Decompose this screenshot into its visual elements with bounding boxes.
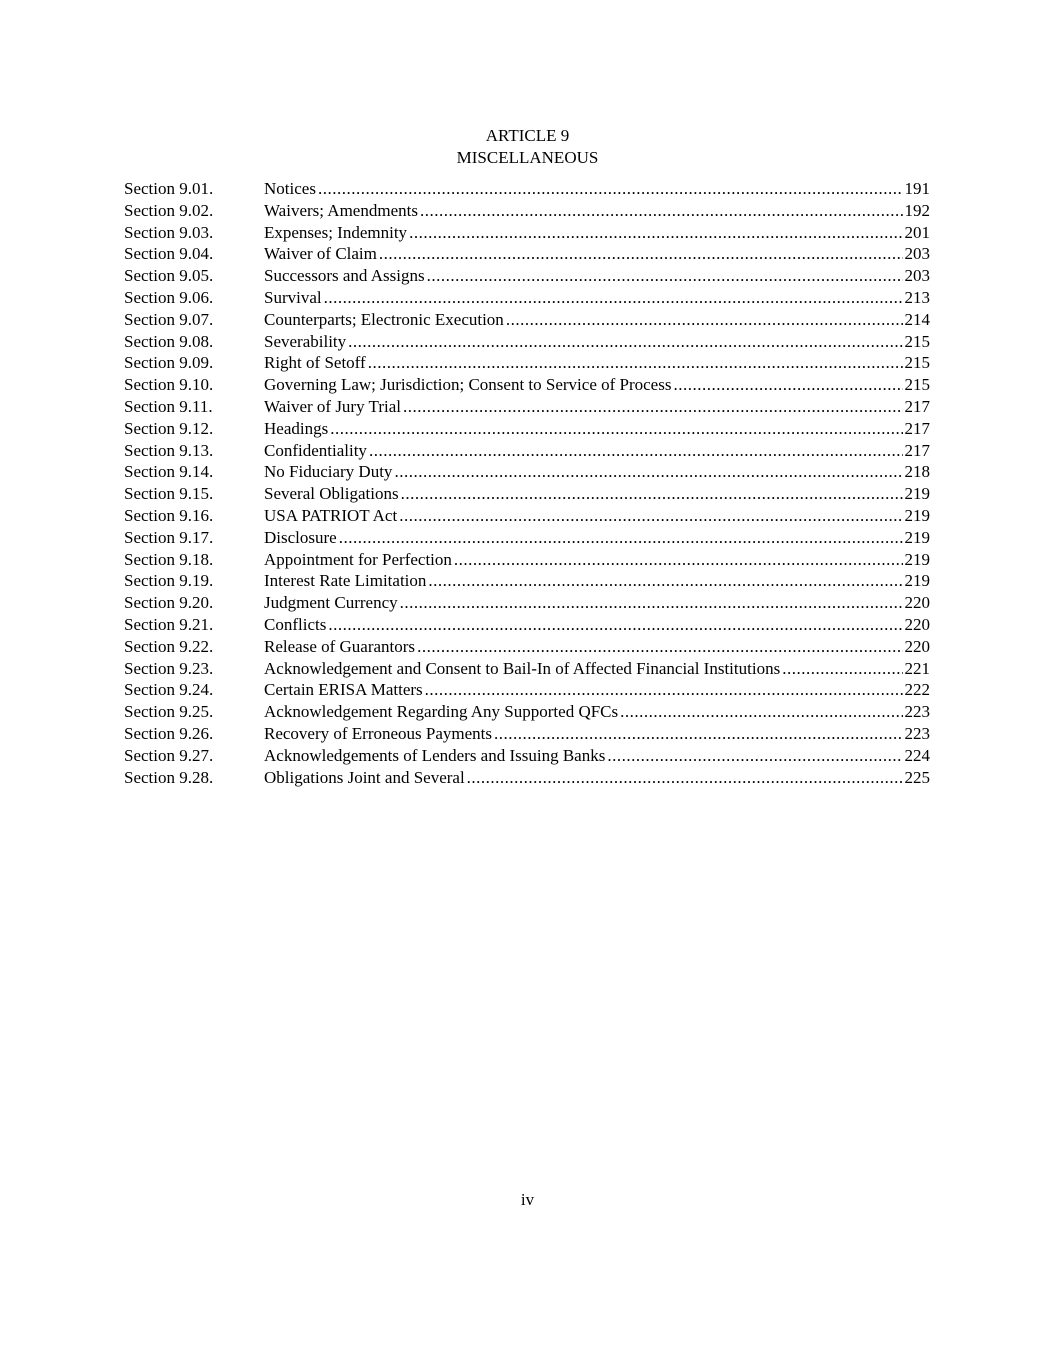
page-reference: 201 (904, 222, 930, 242)
section-number: Section 9.17. (124, 527, 214, 547)
section-number: Section 9.22. (124, 636, 214, 656)
section-title: Several Obligations (264, 484, 399, 504)
page-reference: 221 (904, 658, 930, 678)
dot-leader (318, 178, 903, 200)
page-reference: 215 (904, 353, 930, 373)
toc-entry[interactable] (124, 461, 930, 483)
dot-leader (620, 701, 902, 723)
section-title: Waiver of Claim (264, 244, 377, 264)
dot-leader (399, 505, 902, 527)
article-number: ARTICLE 9 (485, 126, 570, 145)
page-reference: 220 (904, 593, 930, 613)
section-title: Successors and Assigns (264, 266, 425, 286)
section-number: Section 9.26. (124, 723, 214, 743)
section-title: Release of Guarantors (264, 636, 416, 656)
page-reference: 223 (904, 723, 930, 743)
section-number: Section 9.14. (124, 462, 214, 482)
dot-leader (400, 592, 903, 614)
dot-leader (454, 549, 903, 571)
section-number: Section 9.04. (124, 244, 214, 264)
section-number: Section 9.23. (124, 658, 214, 678)
section-number: Section 9.24. (124, 680, 214, 700)
dot-leader (403, 396, 903, 418)
page-reference: 217 (904, 440, 930, 460)
section-number: Section 9.28. (124, 767, 214, 787)
section-title: USA PATRIOT Act (264, 505, 398, 525)
dot-leader (425, 679, 903, 701)
dot-leader (394, 461, 902, 483)
page-reference: 191 (904, 179, 930, 198)
section-title: Notices (264, 179, 316, 198)
page-reference: 215 (904, 331, 930, 351)
page-reference: 218 (904, 462, 930, 482)
dot-leader (369, 440, 903, 462)
page-reference: 219 (904, 571, 930, 591)
section-number: Section 9.20. (124, 593, 214, 613)
section-title: Counterparts; Electronic Execution (264, 309, 504, 329)
section-number: Section 9.03. (124, 222, 214, 242)
page-reference: 219 (904, 505, 930, 525)
page-reference: 192 (904, 200, 930, 220)
section-title: Headings (264, 418, 329, 438)
toc-entry[interactable] (124, 723, 930, 745)
dot-leader (427, 265, 903, 287)
toc-entry[interactable] (124, 374, 930, 396)
dot-leader (328, 614, 902, 636)
page-reference: 219 (904, 527, 930, 547)
dot-leader (379, 243, 903, 265)
page-reference: 222 (904, 680, 930, 700)
section-title: Acknowledgement Regarding Any Supported QFCs (264, 702, 619, 722)
page-reference: 220 (904, 636, 930, 656)
section-title: Certain ERISA Matters (264, 680, 423, 700)
section-title: Acknowledgements of Lenders and Issuing Banks (264, 745, 606, 765)
page-reference: 223 (904, 702, 930, 722)
section-number: Section 9.18. (124, 549, 214, 569)
dot-leader (494, 723, 902, 745)
section-number: Section 9.02. (124, 200, 214, 220)
toc-entry[interactable] (124, 527, 930, 549)
section-number: Section 9.09. (124, 353, 214, 373)
page-reference: 214 (904, 309, 930, 329)
page-reference: 217 (904, 418, 930, 438)
toc-entry[interactable] (124, 636, 930, 658)
section-title: Waiver of Jury Trial (264, 396, 401, 416)
section-title: Right of Setoff (264, 353, 366, 373)
section-title: Acknowledgement and Consent to Bail-In of Affected Financial Institutions (264, 658, 781, 678)
toc-entry[interactable] (124, 396, 930, 418)
dot-leader (467, 767, 903, 789)
toc-entry[interactable] (124, 658, 930, 680)
section-number: Section 9.10. (124, 375, 214, 395)
toc-entry[interactable] (124, 331, 930, 353)
section-title: No Fiduciary Duty (264, 462, 393, 482)
page-reference: 224 (904, 745, 930, 765)
toc-entry[interactable] (124, 483, 930, 505)
section-number: Section 9.06. (124, 287, 214, 307)
toc-entry[interactable] (124, 440, 930, 462)
section-title: Waivers; Amendments (264, 200, 418, 220)
toc-entry[interactable] (124, 570, 930, 592)
toc-entry[interactable] (124, 287, 930, 309)
toc-entry[interactable] (124, 178, 930, 200)
section-title: Conflicts (264, 614, 327, 634)
page-reference: 219 (904, 484, 930, 504)
section-title: Appointment for Perfection (264, 549, 452, 569)
toc-entry[interactable] (124, 418, 930, 440)
toc-entry[interactable] (124, 222, 930, 244)
toc-entry[interactable] (124, 767, 930, 789)
section-number: Section 9.11. (124, 396, 213, 416)
page-reference: 203 (904, 244, 930, 264)
toc-entry[interactable] (124, 309, 930, 331)
section-number: Section 9.19. (124, 571, 214, 591)
dot-leader (607, 745, 902, 767)
page-reference: 225 (904, 767, 930, 787)
section-number: Section 9.05. (124, 266, 214, 286)
dot-leader (401, 483, 903, 505)
section-title: Confidentiality (264, 440, 367, 460)
section-title: Expenses; Indemnity (264, 222, 408, 242)
page-reference: 203 (904, 266, 930, 286)
toc-entry[interactable] (124, 592, 930, 614)
section-title: Governing Law; Jurisdiction; Consent to Service of Process (264, 375, 672, 395)
dot-leader (417, 636, 902, 658)
toc-entry[interactable] (124, 549, 930, 571)
section-number: Section 9.15. (124, 484, 214, 504)
page-reference: 220 (904, 614, 930, 634)
toc-entry[interactable] (124, 679, 930, 701)
section-number: Section 9.13. (124, 440, 214, 460)
section-title: Disclosure (264, 527, 337, 547)
section-number: Section 9.01. (124, 179, 214, 198)
dot-leader (348, 331, 902, 353)
section-number: Section 9.16. (124, 505, 214, 525)
toc-entry[interactable] (124, 614, 930, 636)
toc-entry[interactable] (124, 200, 930, 222)
page-number: iv (520, 1190, 535, 1209)
page-reference: 213 (904, 287, 930, 307)
section-title: Severability (264, 331, 347, 351)
article-title: MISCELLANEOUS (456, 148, 599, 167)
page-reference: 219 (904, 549, 930, 569)
section-number: Section 9.27. (124, 745, 214, 765)
page-reference: 215 (904, 375, 930, 395)
section-number: Section 9.12. (124, 418, 214, 438)
dot-leader (339, 527, 903, 549)
dot-leader (506, 309, 903, 331)
dot-leader (330, 418, 902, 440)
toc-entry[interactable] (124, 352, 930, 374)
dot-leader (428, 570, 902, 592)
dot-leader (782, 658, 902, 680)
section-title: Recovery of Erroneous Payments (264, 723, 493, 743)
toc-entry[interactable] (124, 243, 930, 265)
section-title: Survival (264, 287, 322, 307)
section-title: Obligations Joint and Several (264, 767, 465, 787)
section-number: Section 9.07. (124, 309, 214, 329)
toc-entry[interactable] (124, 745, 930, 767)
section-title: Judgment Currency (264, 593, 398, 613)
table-of-contents (124, 178, 930, 788)
dot-leader (673, 374, 902, 396)
page-reference: 217 (904, 396, 930, 416)
toc-entry[interactable] (124, 505, 930, 527)
section-number: Section 9.21. (124, 614, 214, 634)
dot-leader (368, 352, 903, 374)
section-number: Section 9.08. (124, 331, 214, 351)
dot-leader (409, 222, 902, 244)
dot-leader (324, 287, 903, 309)
toc-entry[interactable] (124, 701, 930, 723)
dot-leader (420, 200, 903, 222)
toc-entry[interactable] (124, 265, 930, 287)
section-number: Section 9.25. (124, 702, 214, 722)
section-title: Interest Rate Limitation (264, 571, 427, 591)
